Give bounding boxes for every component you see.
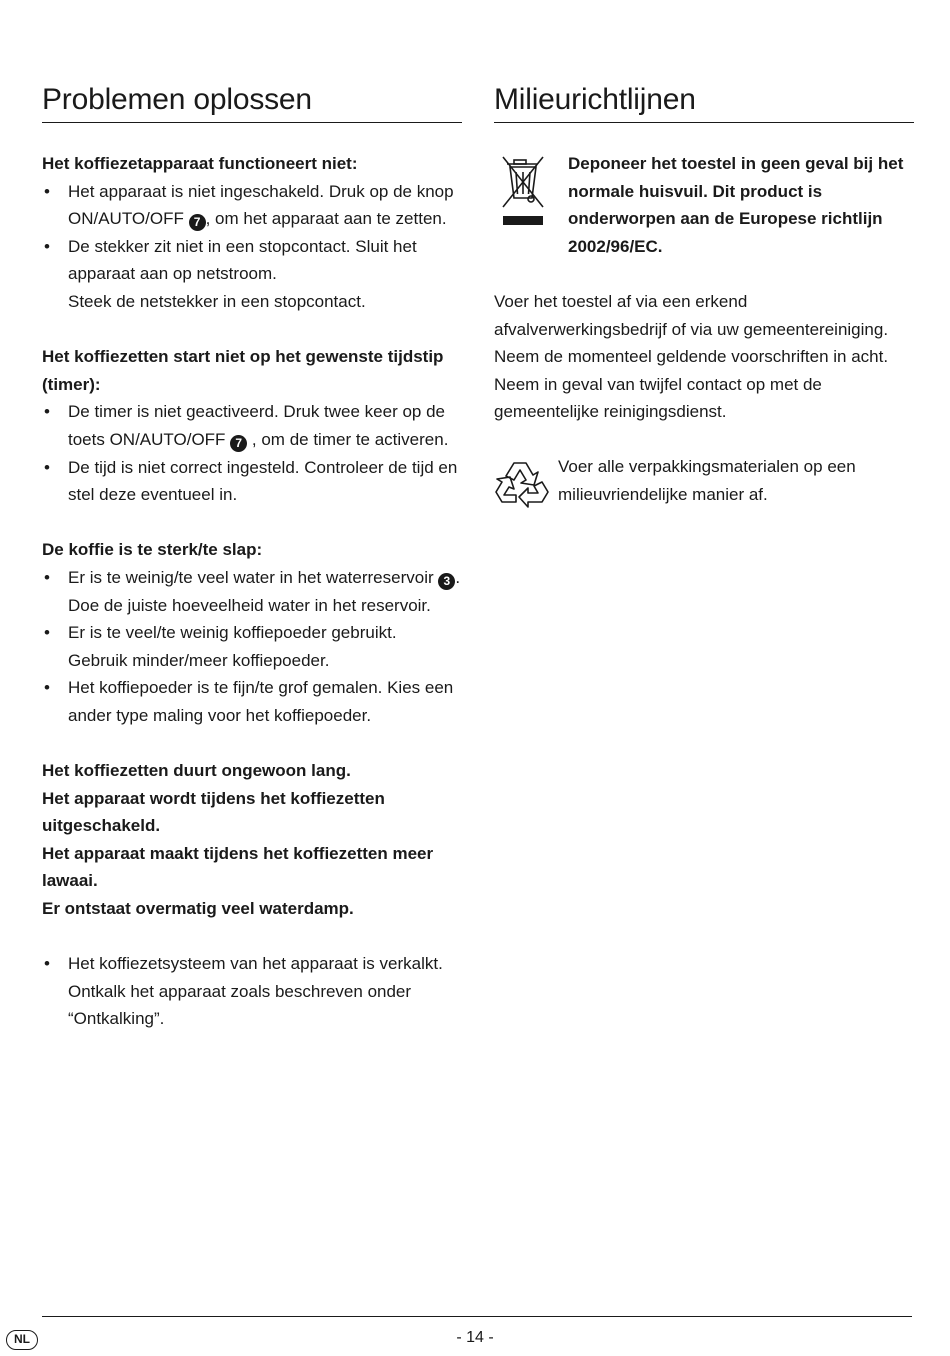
disposal-paragraph-1: Voer het toestel af via een erkend afvalverwerkingsbedrijf of via uw gemeentereiniging. <box>494 291 889 339</box>
footer-divider <box>42 1316 912 1317</box>
heading-steam: Er ontstaat overmatig veel waterdamp. <box>42 899 354 919</box>
recycle-icon <box>494 459 550 509</box>
right-column <box>494 80 914 514</box>
list-item: • De timer is niet geactiveerd. Druk twee keer op de toets ON/AUTO/OFF 7 , om de timer te activeren. <box>42 398 462 453</box>
list-item: • Er is te weinig/te veel water in het waterreservoir 3 . Doe de juiste hoeveelheid water in het reservoir. <box>42 564 462 619</box>
list-item: • Het apparaat is niet ingeschakeld. Druk op de knop ON/AUTO/OFF 7 , om het apparaat aan te zetten. <box>42 178 462 233</box>
disposal-paragraph-3: Neem in geval van twijfel contact op met de gemeentelijke reinigingsdienst. <box>494 374 822 422</box>
crossed-out-wheelie-bin-icon <box>500 154 546 230</box>
disposal-paragraph-2: Neem de momenteel geldende voorschriften in acht. <box>494 347 889 367</box>
section-title-troubleshooting: Problemen oplossen <box>42 80 462 123</box>
heading-timer: Het koffiezetten start niet op het gewenste tijdstip (timer): <box>42 347 444 394</box>
list-timer <box>42 398 462 508</box>
packaging-instruction: Voer alle verpakkingsmaterialen op een milieuvriendelijke manier af. <box>558 456 856 504</box>
section-title-environment: Milieurichtlijnen <box>494 80 914 123</box>
weee-notice <box>494 150 914 260</box>
list-strength <box>42 564 462 730</box>
list-item: • Het koffiepoeder is te fijn/te grof gemalen. Kies een ander type maling voor het koffiepoeder. <box>42 674 462 729</box>
disposal-warning: Deponeer het toestel in geen geval bij het normale huisvuil. Dit product is onderworpen aan de Europese richtlijn 2002/96/EC. <box>568 154 904 256</box>
list-item: • De stekker zit niet in een stopcontact. Sluit het apparaat aan op netstroom. Steek de netstekker in een stopcontact. <box>42 233 462 316</box>
list-item: • Er is te veel/te weinig koffiepoeder gebruikt. Gebruik minder/meer koffiepoeder. <box>42 619 462 674</box>
list-descaling <box>42 950 462 1033</box>
list-item: • Het koffiezetsysteem van het apparaat is verkalkt. Ontkalk het apparaat zoals beschreven onder “Ontkalking”. <box>42 950 462 1033</box>
heading-strength: De koffie is te sterk/te slap: <box>42 540 263 560</box>
number-3-icon: 3 <box>438 573 455 590</box>
page-number: - 14 - <box>456 1329 494 1346</box>
left-column <box>42 80 462 1033</box>
language-badge: NL <box>6 1330 38 1350</box>
heading-not-working: Het koffiezetapparaat functioneert niet: <box>42 154 358 173</box>
number-7-icon: 7 <box>230 435 247 452</box>
recycle-notice <box>494 453 914 514</box>
list-not-working <box>42 178 462 316</box>
number-7-icon: 7 <box>189 214 206 231</box>
heading-noise: Het apparaat maakt tijdens het koffiezetten meer lawaai. <box>42 843 434 891</box>
heading-slow: Het koffiezetten duurt ongewoon lang. <box>42 761 351 781</box>
heading-switches-off: Het apparaat wordt tijdens het koffiezetten uitgeschakeld. <box>42 788 385 836</box>
list-item: • De tijd is niet correct ingesteld. Controleer de tijd en stel deze eventueel in. <box>42 454 462 509</box>
